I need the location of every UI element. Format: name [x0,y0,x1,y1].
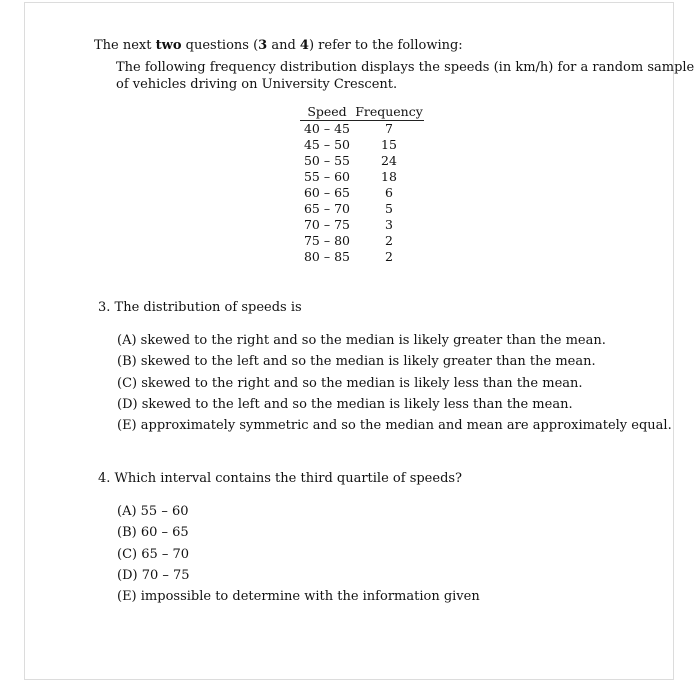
speed-cell: 45 – 50 [303,137,350,152]
option-3e: (E) approximately symmetric and so the median and mean are approximately equal. [117,418,672,434]
table-row [300,185,424,201]
speed-cell: 60 – 65 [303,185,350,200]
table-description [116,59,694,93]
option-4e: (E) impossible to determine with the information given [117,589,480,605]
frequency-cell: 6 [385,185,393,200]
speed-cell: 80 – 85 [303,249,350,264]
header-frequency: Frequency [355,104,423,119]
option-4d: (D) 70 – 75 [117,567,190,583]
intro-mid1: questions ( [181,38,259,53]
frequency-cell: 15 [381,137,397,152]
header-speed: Speed [300,104,354,121]
frequency-table [300,104,424,265]
intro-post: ) refer to the following: [308,38,463,53]
intro-bold-two: two [155,38,182,53]
intro-text [94,38,463,53]
intro-pre: The next [94,38,156,53]
table-row [300,201,424,217]
question-3-text: 3. The distribution of speeds is [98,300,302,315]
option-3c: (C) skewed to the right and so the median is likely less than the mean. [117,375,583,391]
table-row [300,249,424,265]
intro-bold-3: 3 [258,38,268,53]
frequency-cell: 5 [385,201,393,216]
speed-cell: 40 – 45 [303,121,350,136]
option-4a: (A) 55 – 60 [117,504,189,519]
speed-cell: 70 – 75 [303,217,350,232]
option-3a: (A) skewed to the right and so the median is likely greater than the mean. [117,333,606,348]
description-line-2: of vehicles driving on University Crescent. [116,77,398,92]
option-3b: (B) skewed to the left and so the median is likely greater than the mean. [117,354,596,370]
frequency-cell: 24 [381,153,397,168]
question-4-options [117,501,480,607]
frequency-cell: 3 [385,217,393,232]
table-row [300,137,424,153]
option-4c: (C) 65 – 70 [117,546,190,562]
option-3d: (D) skewed to the left and so the median is likely less than the mean. [117,396,573,412]
option-4b: (B) 60 – 65 [117,525,189,541]
intro-mid2: and [267,38,300,53]
table-row [300,153,424,169]
frequency-cell: 2 [385,249,393,264]
speed-cell: 65 – 70 [303,201,350,216]
description-line-1: The following frequency distribution displays the speeds (in km/h) for a random sample [116,60,695,75]
question-3-options [117,330,672,436]
table-row [300,121,424,138]
speed-cell: 75 – 80 [303,233,350,248]
frequency-cell: 2 [385,233,393,248]
table-row [300,233,424,249]
table-row [300,217,424,233]
frequency-cell: 7 [385,121,393,136]
question-4-text: 4. Which interval contains the third quartile of speeds? [98,471,463,486]
speed-cell: 55 – 60 [303,169,350,184]
frequency-cell: 18 [381,169,397,184]
speed-cell: 50 – 55 [303,153,350,168]
intro-bold-4: 4 [299,38,309,53]
table-row [300,169,424,185]
